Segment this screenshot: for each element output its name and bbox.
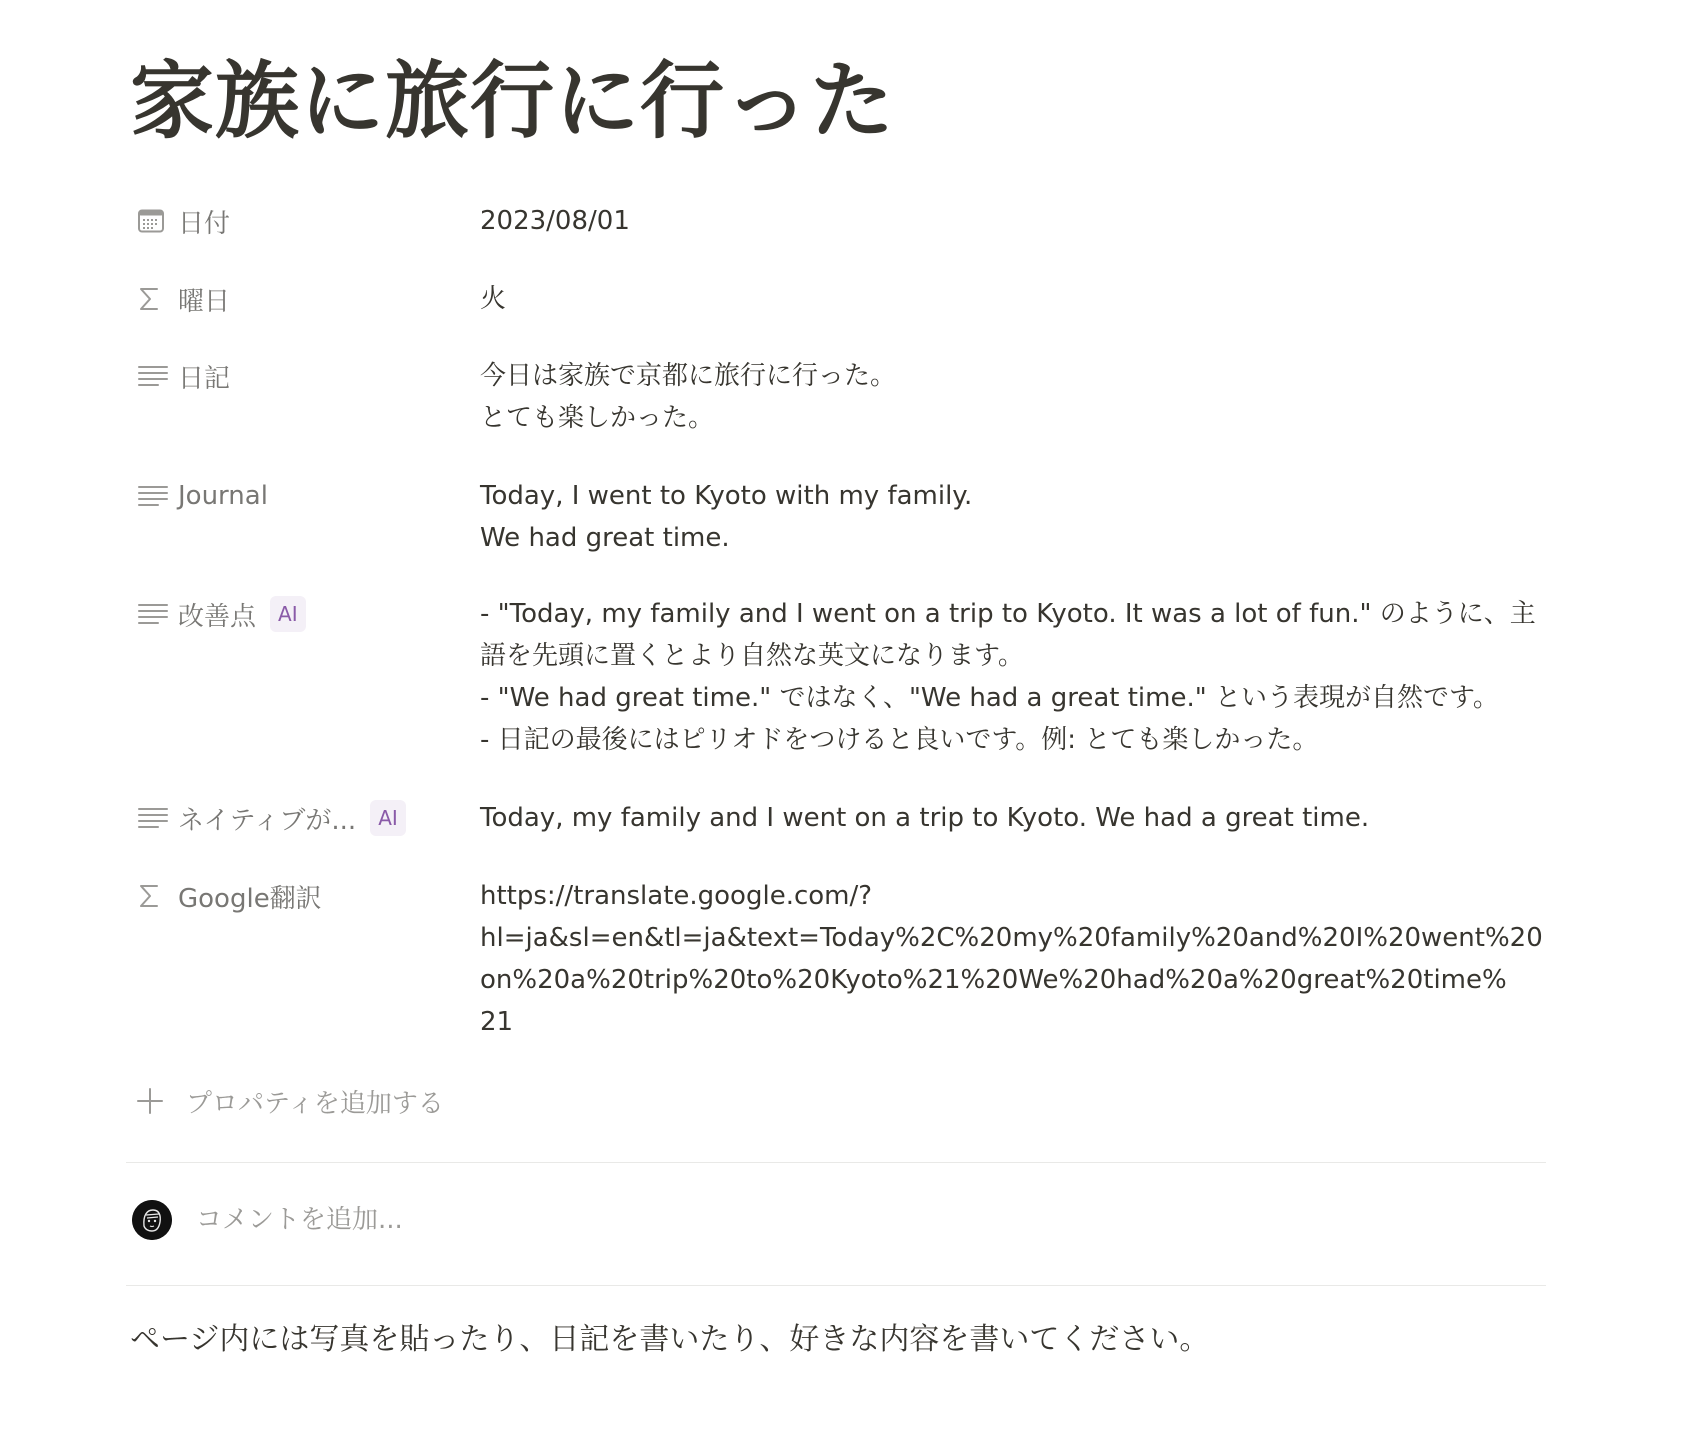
property-name-journal[interactable] <box>126 475 456 517</box>
text-lines-icon <box>126 475 170 517</box>
comment-row <box>132 1198 896 1242</box>
ai-badge[interactable]: AI <box>370 800 406 836</box>
property-value-improvements[interactable]: - "Today, my family and I went on a trip to Kyoto. It was a lot of fun." のように、主 語を先頭に置くとより自然な英文になります。 - "We had great time." ではなく、"We had a great time." という表現が自然です。 - 日記の最後にはピリオドをつけると良いです。例: とても楽しかった。 <box>480 599 1536 755</box>
text-lines-icon <box>126 797 170 839</box>
divider <box>126 1162 1546 1163</box>
text-lines-icon <box>126 355 170 397</box>
ai-badge[interactable]: AI <box>270 596 306 632</box>
property-name-google-translate[interactable] <box>126 875 456 917</box>
add-property-label: プロパティを追加する <box>186 1088 444 1119</box>
property-label: 曜日 <box>178 286 231 317</box>
page-body-text[interactable]: ページ内には写真を貼ったり、日記を書いたり、好きな内容を書いてください。 <box>130 1322 1210 1357</box>
property-value-journal[interactable]: Today, I went to Kyoto with my family. We had great time. <box>480 481 973 553</box>
property-label: Journal <box>178 481 268 511</box>
page-title[interactable]: 家族に旅行に行った <box>130 52 896 150</box>
property-name-date[interactable] <box>126 200 456 242</box>
property-value-native[interactable]: Today, my family and I went on a trip to Kyoto. We had a great time. <box>480 803 1370 833</box>
formula-icon <box>126 875 170 917</box>
property-value-weekday[interactable]: 火 <box>480 284 507 314</box>
property-name-improvements[interactable] <box>126 593 456 635</box>
property-name-diary[interactable] <box>126 355 456 397</box>
property-label: 日記 <box>178 363 231 394</box>
calendar-icon <box>126 200 170 242</box>
add-property-button[interactable] <box>126 1080 444 1122</box>
avatar <box>132 1200 172 1240</box>
property-value-google-translate[interactable]: https://translate.google.com/? hl=ja&sl=en&tl=ja&text=Today%2C%20my%20family%20and%20I%20went%20 on%20a%20trip%20to%20Kyoto%21%20We%20had%20a%20great%20time% 21 <box>480 881 1543 1037</box>
comment-input[interactable] <box>196 1205 896 1235</box>
property-label: 日付 <box>178 208 231 239</box>
plus-icon <box>126 1087 170 1115</box>
property-label: 改善点 <box>178 601 257 632</box>
property-value-diary[interactable]: 今日は家族で京都に旅行に行った。 とても楽しかった。 <box>480 361 897 433</box>
property-name-weekday[interactable] <box>126 278 456 320</box>
property-name-native[interactable] <box>126 797 456 839</box>
text-lines-icon <box>126 593 170 635</box>
divider <box>126 1285 1546 1286</box>
formula-icon <box>126 278 170 320</box>
property-label: Google翻訳 <box>178 883 322 914</box>
property-label: ネイティブが... <box>178 805 357 836</box>
property-value-date[interactable]: 2023/08/01 <box>480 206 630 236</box>
